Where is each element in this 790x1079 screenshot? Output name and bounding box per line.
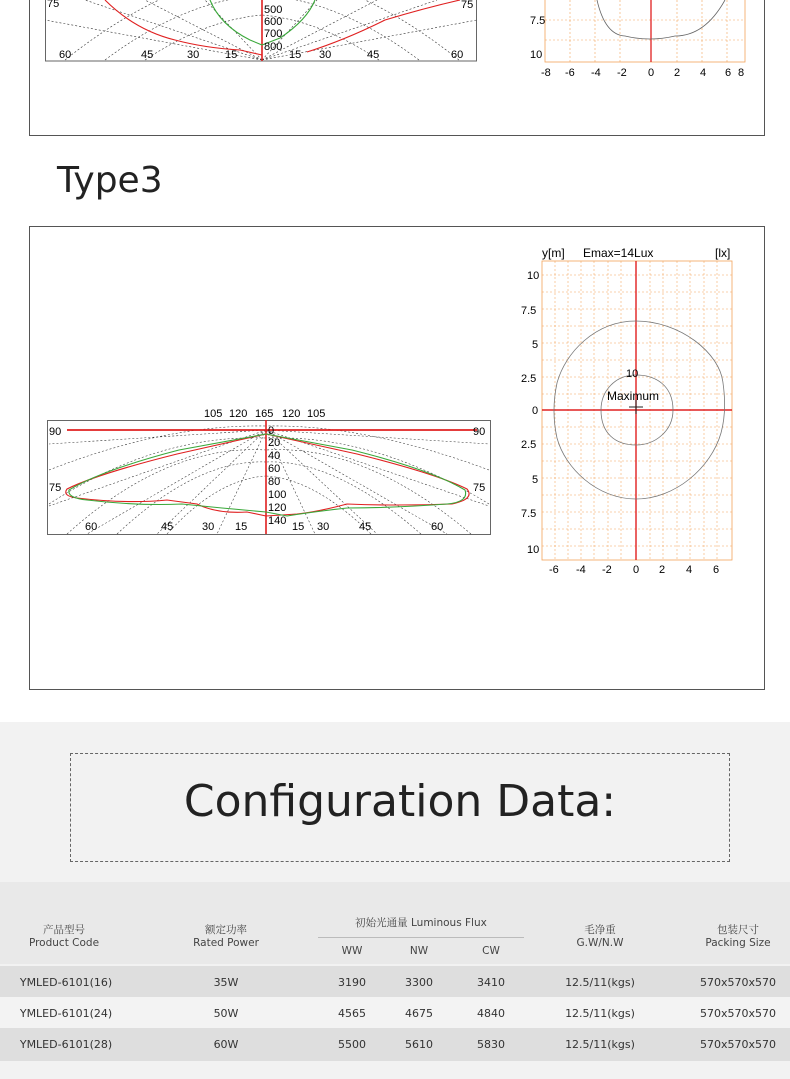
isolux3-unit: [lx] <box>715 246 731 260</box>
table-row <box>0 1028 790 1061</box>
isolux1-xtick-m8: -8 <box>541 67 551 79</box>
header-nw: NW <box>409 945 429 957</box>
cell-nw: 3300 <box>405 976 433 989</box>
polar3-right-15: 15 <box>292 521 305 533</box>
header-packing-size: 包装尺寸 Packing Size <box>705 924 771 949</box>
isolux1-xtick-2: 2 <box>674 67 681 79</box>
polar3-radial-20: 20 <box>268 437 281 449</box>
header-luminous-flux: 初始光通量 Luminous Flux <box>355 917 487 929</box>
cell-nw: 5610 <box>405 1038 433 1051</box>
cell-code: YMLED-6101(16) <box>19 976 113 989</box>
config-title: Configuration Data: <box>183 776 617 827</box>
polar3-left-60: 60 <box>85 521 98 533</box>
polar1-right-45: 45 <box>367 49 380 61</box>
isolux3-ytick-7.5-bottom: 7.5 <box>521 508 537 520</box>
isolux1-ytick-10: 10 <box>530 49 543 61</box>
polar3-radial-0: 0 <box>268 425 275 437</box>
cell-weight: 12.5/11(kgs) <box>565 976 635 989</box>
polar3-radial-40: 40 <box>268 450 281 462</box>
isolux3-ytick-10-top: 10 <box>527 270 540 282</box>
isolux3-xtick-6: 6 <box>713 564 720 576</box>
polar3-right-75: 75 <box>473 482 486 494</box>
polar1-left-45: 45 <box>141 49 154 61</box>
polar3-top-105-right: 105 <box>307 408 326 420</box>
isolux1-xtick-4: 4 <box>700 67 707 79</box>
polar3-radial-120: 120 <box>268 502 287 514</box>
polar1-radial-800: 800 <box>264 41 283 53</box>
polar3-left-45: 45 <box>161 521 174 533</box>
header-flux-divider <box>318 937 524 938</box>
polar1-left-75: 75 <box>47 0 60 10</box>
polar3-top-105-left: 105 <box>204 408 223 420</box>
polar1-left-15: 15 <box>225 49 238 61</box>
polar1-left-60: 60 <box>59 49 72 61</box>
polar3-radial-140: 140 <box>268 515 287 527</box>
polar3-radial-80: 80 <box>268 476 281 488</box>
type3-title: Type3 <box>57 160 163 201</box>
polar1-right-75: 75 <box>461 0 474 11</box>
polar3-right-45: 45 <box>359 521 372 533</box>
cell-ww: 4565 <box>338 1007 366 1020</box>
isolux3-xtick-4: 4 <box>686 564 693 576</box>
cell-power: 50W <box>213 1007 239 1020</box>
isolux3-y-label: y[m] <box>542 246 565 260</box>
cell-weight: 12.5/11(kgs) <box>565 1007 635 1020</box>
isolux3-xtick-m6: -6 <box>549 564 559 576</box>
header-ww: WW <box>341 945 363 957</box>
polar3-top-120-right: 120 <box>282 408 301 420</box>
isolux3-ytick-7.5-top: 7.5 <box>521 305 537 317</box>
config-table-header <box>0 882 790 964</box>
isolux3-contour-label: 10 <box>626 368 639 380</box>
polar1-radial-700: 700 <box>264 28 283 40</box>
header-cw: CW <box>482 945 500 957</box>
cell-size: 570x570x570 <box>699 1007 776 1020</box>
isolux3-xtick-2: 2 <box>659 564 666 576</box>
polar3-right-90: 90 <box>473 426 486 438</box>
isolux1-xtick-6: 6 <box>725 67 732 79</box>
polar-diagram-1 <box>45 0 477 62</box>
isolux3-ytick-0: 0 <box>532 405 539 417</box>
config-title-box <box>70 753 730 862</box>
isolux3-xtick-0: 0 <box>633 564 640 576</box>
header-rated-power: 额定功率 Rated Power <box>193 924 259 949</box>
isolux3-maximum-label: Maximum <box>607 389 660 403</box>
cell-weight: 12.5/11(kgs) <box>565 1038 635 1051</box>
polar3-top-120-left: 120 <box>229 408 248 420</box>
isolux3-ytick-5-top: 5 <box>532 339 539 351</box>
polar3-left-30: 30 <box>202 521 215 533</box>
cell-nw: 4675 <box>405 1007 433 1020</box>
polar3-top-165: 165 <box>255 408 274 420</box>
cell-ww: 3190 <box>338 976 366 989</box>
isolux1-ytick-7.5: 7.5 <box>530 15 546 27</box>
isolux1-xtick-m2: -2 <box>617 67 627 79</box>
polar1-right-15: 15 <box>289 49 302 61</box>
isolux-diagram-1 <box>525 0 755 82</box>
polar3-radial-100: 100 <box>268 489 287 501</box>
isolux1-xtick-m4: -4 <box>591 67 601 79</box>
isolux3-xtick-m2: -2 <box>602 564 612 576</box>
cell-ww: 5500 <box>338 1038 366 1051</box>
isolux1-xtick-0: 0 <box>648 67 655 79</box>
header-weight: 毛净重 G.W/N.W <box>576 924 624 949</box>
polar3-right-30: 30 <box>317 521 330 533</box>
isolux1-xtick-m6: -6 <box>565 67 575 79</box>
polar1-radial-500: 500 <box>264 4 283 16</box>
isolux3-ytick-5-bottom: 5 <box>532 474 539 486</box>
cell-power: 35W <box>213 976 239 989</box>
isolux3-ytick-10-bottom: 10 <box>527 544 540 556</box>
cell-size: 570x570x570 <box>699 1038 776 1051</box>
cell-cw: 5830 <box>477 1038 505 1051</box>
polar3-left-90: 90 <box>49 426 62 438</box>
polar1-right-60: 60 <box>451 49 464 61</box>
isolux3-xtick-m4: -4 <box>576 564 586 576</box>
cell-code: YMLED-6101(24) <box>19 1007 113 1020</box>
isolux1-xtick-8: 8 <box>738 67 745 79</box>
polar1-radial-600: 600 <box>264 16 283 28</box>
polar3-radial-60: 60 <box>268 463 281 475</box>
cell-cw: 3410 <box>477 976 505 989</box>
polar3-left-75: 75 <box>49 482 62 494</box>
cell-size: 570x570x570 <box>699 976 776 989</box>
polar3-right-60: 60 <box>431 521 444 533</box>
isolux3-ytick-2.5-top: 2.5 <box>521 373 537 385</box>
polar-diagram-type3 <box>47 404 492 536</box>
table-row <box>0 966 790 999</box>
cell-code: YMLED-6101(28) <box>19 1038 113 1051</box>
isolux3-ytick-2.5-bottom: 2.5 <box>521 439 537 451</box>
polar3-left-15: 15 <box>235 521 248 533</box>
polar1-left-30: 30 <box>187 49 200 61</box>
polar1-right-30: 30 <box>319 49 332 61</box>
isolux3-emax: Emax=14Lux <box>583 246 654 260</box>
table-row <box>0 997 790 1030</box>
header-product-code: 产品型号 Product Code <box>28 924 100 949</box>
cell-power: 60W <box>213 1038 239 1051</box>
cell-cw: 4840 <box>477 1007 505 1020</box>
isolux-diagram-type3 <box>515 243 751 581</box>
